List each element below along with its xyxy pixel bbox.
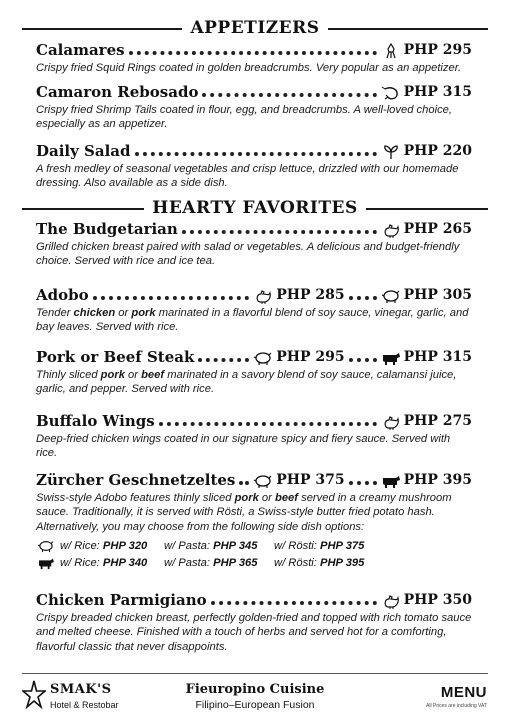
side-rosti: w/ Rösti: PHP 395 — [274, 556, 365, 569]
pig-icon — [253, 350, 273, 366]
menu-item-chicken-parmigiano — [36, 590, 472, 654]
appetizers-header — [22, 17, 488, 39]
item-description: Grilled chicken breast paired with salad or vegetables. A delicious and budget-friendly choice. Served with rice and ice tea. — [36, 241, 460, 268]
item-price: PHP 275 — [403, 413, 472, 429]
cuisine-subtitle: Filipino–European Fusion — [195, 699, 315, 711]
leader-dots — [349, 358, 377, 362]
pig-icon — [253, 473, 273, 489]
menu-item-zurcher-geschnetzeltes — [36, 470, 472, 534]
brand-name: SMAK'S — [50, 682, 112, 697]
item-name: The Budgetarian — [36, 220, 178, 238]
hearty-favorites-header — [22, 197, 488, 219]
vat-note: All Prices are including VAT — [426, 703, 487, 709]
shrimp-icon — [381, 85, 401, 101]
menu-item-camaron-rebosado — [36, 82, 472, 132]
price-pork: PHP 375 — [276, 472, 345, 488]
item-description: Swiss-style Adobo features thinly sliced pork or beef served in a creamy mushroom sauce. Traditionally, it is served with Rösti, a Swiss-style butter fried potato hash. Alternatively, you may choose from the following side dish options: — [36, 492, 452, 533]
leader-dots — [211, 601, 377, 605]
leader-dots — [202, 93, 376, 97]
leader-dots — [349, 296, 377, 300]
pig-icon — [381, 288, 401, 304]
cow-icon — [381, 350, 401, 366]
footer-rule — [22, 673, 488, 674]
side-options-pork — [36, 537, 364, 554]
squid-icon — [381, 43, 401, 59]
menu-item-budgetarian — [36, 219, 472, 269]
chicken-icon — [253, 288, 273, 304]
leader-dots — [349, 481, 377, 485]
leaf-icon — [381, 144, 401, 160]
item-description: Tender chicken or pork marinated in a flavorful blend of soy sauce, vinegar, garlic, and bay leaves. Served with rice. — [36, 307, 469, 334]
chicken-icon — [381, 593, 401, 609]
leader-dots — [182, 230, 377, 234]
leader-dots — [239, 481, 249, 485]
menu-item-pork-beef-steak — [36, 347, 472, 397]
menu-item-calamares — [36, 40, 472, 75]
star-icon — [22, 680, 46, 714]
item-price: PHP 265 — [403, 221, 472, 237]
price-pork: PHP 305 — [403, 287, 472, 303]
cuisine-block — [150, 682, 360, 711]
menu-item-buffalo-wings — [36, 411, 472, 461]
brand-subtitle: Hotel & Restobar — [50, 700, 119, 710]
item-name: Zürcher Geschnetzeltes — [36, 471, 236, 489]
price-beef: PHP 395 — [403, 472, 472, 488]
cow-icon — [36, 556, 60, 570]
side-pasta: w/ Pasta: PHP 365 — [164, 556, 258, 569]
item-description: Thinly sliced pork or beef marinated in a savory blend of soy sauce, calamansi juice, garlic, and pepper. Served with rice. — [36, 369, 457, 396]
item-name: Buffalo Wings — [36, 412, 155, 430]
item-price: PHP 295 — [403, 42, 472, 58]
side-rosti: w/ Rösti: PHP 375 — [274, 539, 365, 552]
item-name: Pork or Beef Steak — [36, 348, 195, 366]
side-pasta: w/ Pasta: PHP 345 — [164, 539, 258, 552]
menu-label: MENU — [440, 684, 487, 701]
leader-dots — [159, 422, 377, 426]
price-chicken: PHP 285 — [276, 287, 345, 303]
pig-icon — [36, 539, 60, 553]
item-price: PHP 220 — [403, 143, 472, 159]
menu-footer — [0, 668, 509, 720]
item-name: Chicken Parmigiano — [36, 591, 207, 609]
leader-dots — [129, 51, 377, 55]
item-description: Crispy breaded chicken breast, perfectly golden-fried and topped with rich tomato sauce and melted cheese. Finished with a touch of herbs and served hot for a comforting, flavorful classic that never disappoints. — [36, 612, 472, 653]
side-rice: w/ Rice: PHP 340 — [60, 556, 148, 569]
item-description: Crispy fried Shrimp Tails coated in flour, egg, and breadcrumbs. A well-loved choice, especially as an appetizer. — [36, 104, 452, 131]
item-price: PHP 350 — [403, 592, 472, 608]
cow-icon — [381, 473, 401, 489]
item-description: Crispy fried Squid Rings coated in golden breadcrumbs. Very popular as an appetizer. — [36, 62, 462, 74]
side-options-beef — [36, 554, 364, 571]
appetizers-title: APPETIZERS — [182, 18, 327, 38]
item-name: Camaron Rebosado — [36, 83, 199, 101]
menu-item-daily-salad — [36, 141, 472, 191]
item-price: PHP 315 — [403, 84, 472, 100]
chicken-icon — [381, 414, 401, 430]
item-name: Adobo — [36, 286, 89, 304]
item-description: Deep-fried chicken wings coated in our signature spicy and fiery sauce. Served with rice. — [36, 433, 451, 460]
menu-item-adobo — [36, 285, 472, 335]
leader-dots — [198, 358, 249, 362]
side-options — [36, 537, 364, 571]
leader-dots — [93, 296, 250, 300]
leader-dots — [135, 152, 377, 156]
price-beef: PHP 315 — [403, 349, 472, 365]
item-name: Daily Salad — [36, 142, 131, 160]
menu-label-block — [426, 684, 487, 709]
hearty-favorites-title: HEARTY FAVORITES — [144, 198, 365, 218]
cuisine-title: Fieuropino Cuisine — [185, 682, 325, 697]
item-description: A fresh medley of seasonal vegetables and crisp lettuce, drizzled with our homemade dressing. Also available as a side dish. — [36, 163, 459, 190]
item-name: Calamares — [36, 41, 125, 59]
price-pork: PHP 295 — [276, 349, 345, 365]
side-rice: w/ Rice: PHP 320 — [60, 539, 148, 552]
chicken-icon — [381, 222, 401, 238]
